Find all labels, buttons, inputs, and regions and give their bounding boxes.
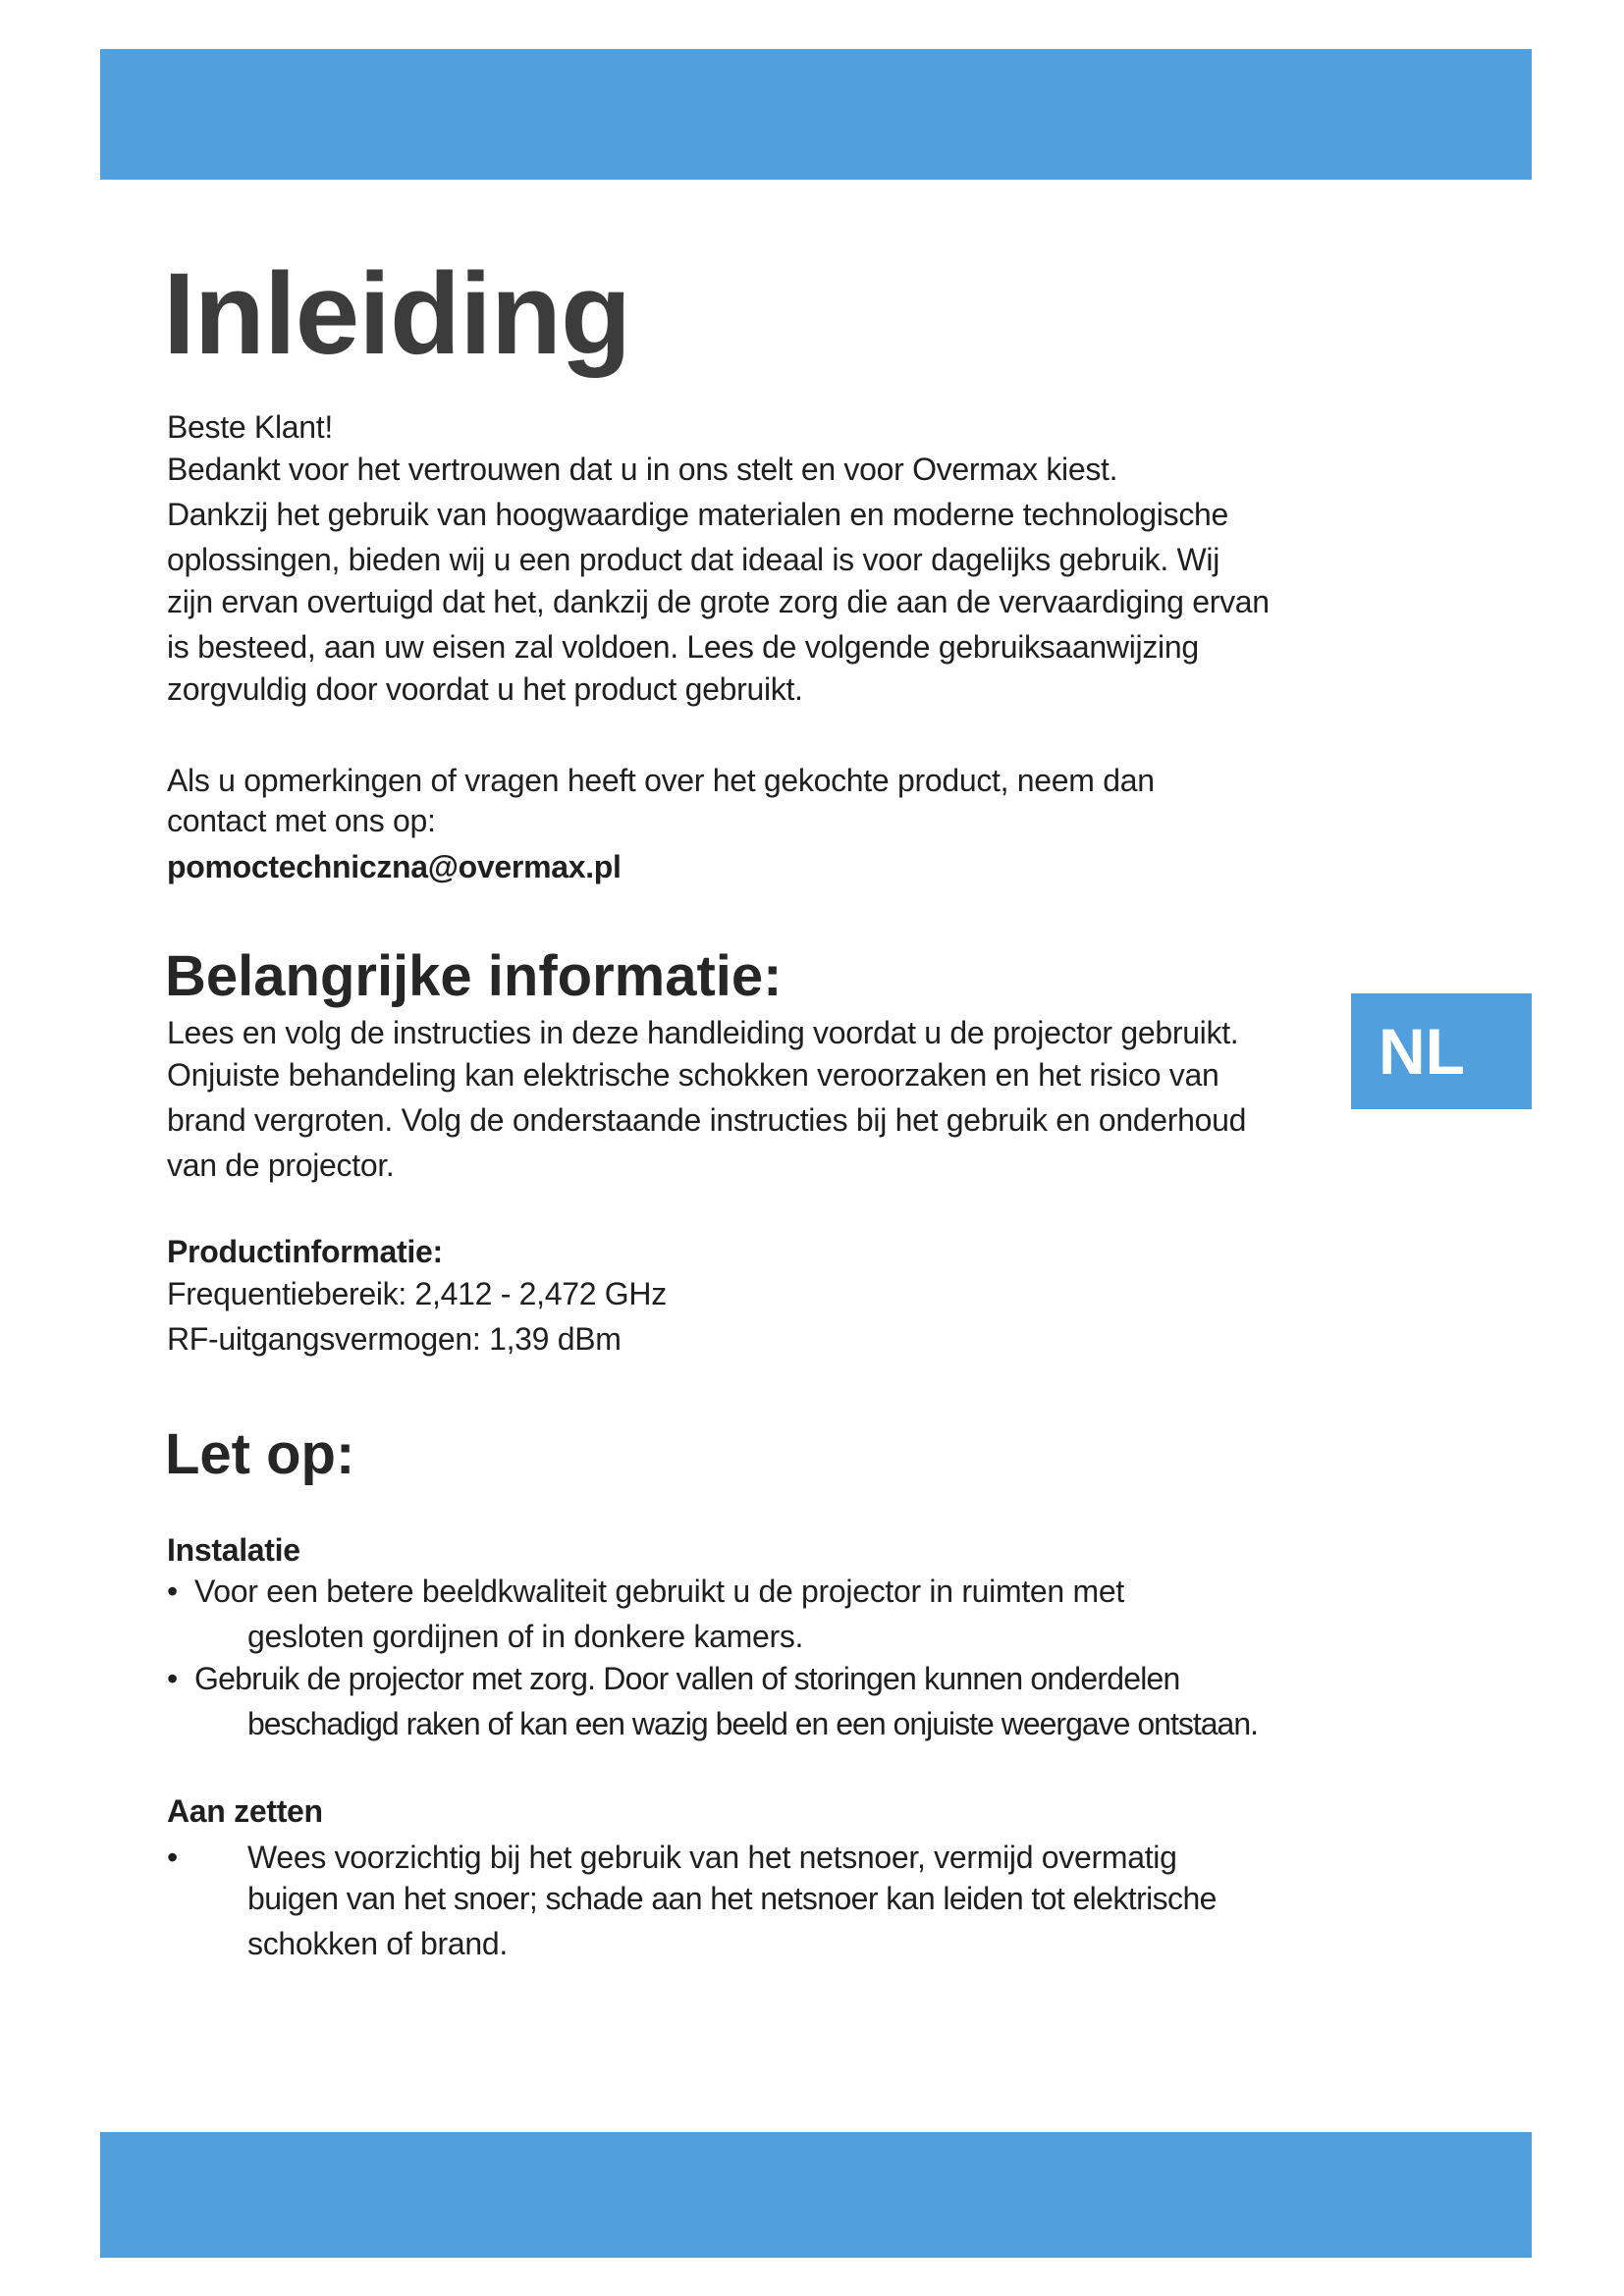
important-line: van de projector. — [167, 1148, 395, 1183]
bullet-text: Wees voorzichtig bij het gebruik van het netsnoer, vermijd overmatig — [247, 1840, 1177, 1875]
note-heading: Let op: — [165, 1422, 355, 1486]
intro-line: Dankzij het gebruik van hoogwaardige materialen en moderne technologische — [167, 497, 1229, 532]
product-info-heading: Productinformatie: — [167, 1234, 443, 1269]
bullet-text: beschadigd raken of kan een wazig beeld en een onjuiste weergave ontstaan. — [247, 1706, 1258, 1741]
bullet-text: schokken of brand. — [247, 1926, 508, 1961]
intro-line: oplossingen, bieden wij u een product dat ideaal is voor dagelijks gebruik. Wij — [167, 542, 1220, 577]
important-line: Onjuiste behandeling kan elektrische schokken veroorzaken en het risico van — [167, 1057, 1219, 1093]
language-tab-nl: NL — [1351, 993, 1532, 1109]
intro-line: zorgvuldig door voordat u het product gebruikt. — [167, 671, 803, 707]
intro-line: is besteed, aan uw eisen zal voldoen. Lees de volgende gebruiksaanwijzing — [167, 629, 1199, 665]
intro-line: Bedankt voor het vertrouwen dat u in ons stelt en voor Overmax kiest. — [167, 452, 1118, 487]
greeting: Beste Klant! — [167, 409, 333, 445]
bullet-text: gesloten gordijnen of in donkere kamers. — [247, 1619, 804, 1654]
bullet-text: Voor een betere beeldkwaliteit gebruikt u de projector in ruimten met — [194, 1574, 1124, 1609]
intro-line: zijn ervan overtuigd dat het, dankzij de grote zorg die aan de vervaardiging ervan — [167, 584, 1270, 619]
important-heading: Belangrijke informatie: — [165, 944, 783, 1008]
bullet: • — [167, 1574, 179, 1609]
bullet-text: buigen van het snoer; schade aan het netsnoer kan leiden tot elektrische — [247, 1881, 1217, 1916]
footer-bar — [100, 2132, 1532, 2258]
rf-output-power: RF-uitgangsvermogen: 1,39 dBm — [167, 1321, 622, 1357]
bullet-text: Gebruik de projector met zorg. Door vallen of storingen kunnen onderdelen — [194, 1661, 1180, 1696]
important-line: brand vergroten. Volg de onderstaande instructies bij het gebruik en onderhoud — [167, 1102, 1247, 1138]
contact-line: Als u opmerkingen of vragen heeft over het gekochte product, neem dan — [167, 763, 1155, 798]
power-on-heading: Aan zetten — [167, 1793, 323, 1829]
contact-line: contact met ons op: — [167, 803, 436, 838]
support-email-link[interactable]: pomoctechniczna@overmax.pl — [167, 849, 622, 884]
bullet: • — [167, 1840, 179, 1875]
page-title: Inleiding — [163, 249, 631, 379]
header-bar — [100, 49, 1532, 180]
frequency-range: Frequentiebereik: 2,412 - 2,472 GHz — [167, 1276, 667, 1311]
bullet: • — [167, 1661, 179, 1696]
important-line: Lees en volg de instructies in deze handleiding voordat u de projector gebruikt. — [167, 1015, 1239, 1050]
installation-heading: Instalatie — [167, 1532, 300, 1568]
